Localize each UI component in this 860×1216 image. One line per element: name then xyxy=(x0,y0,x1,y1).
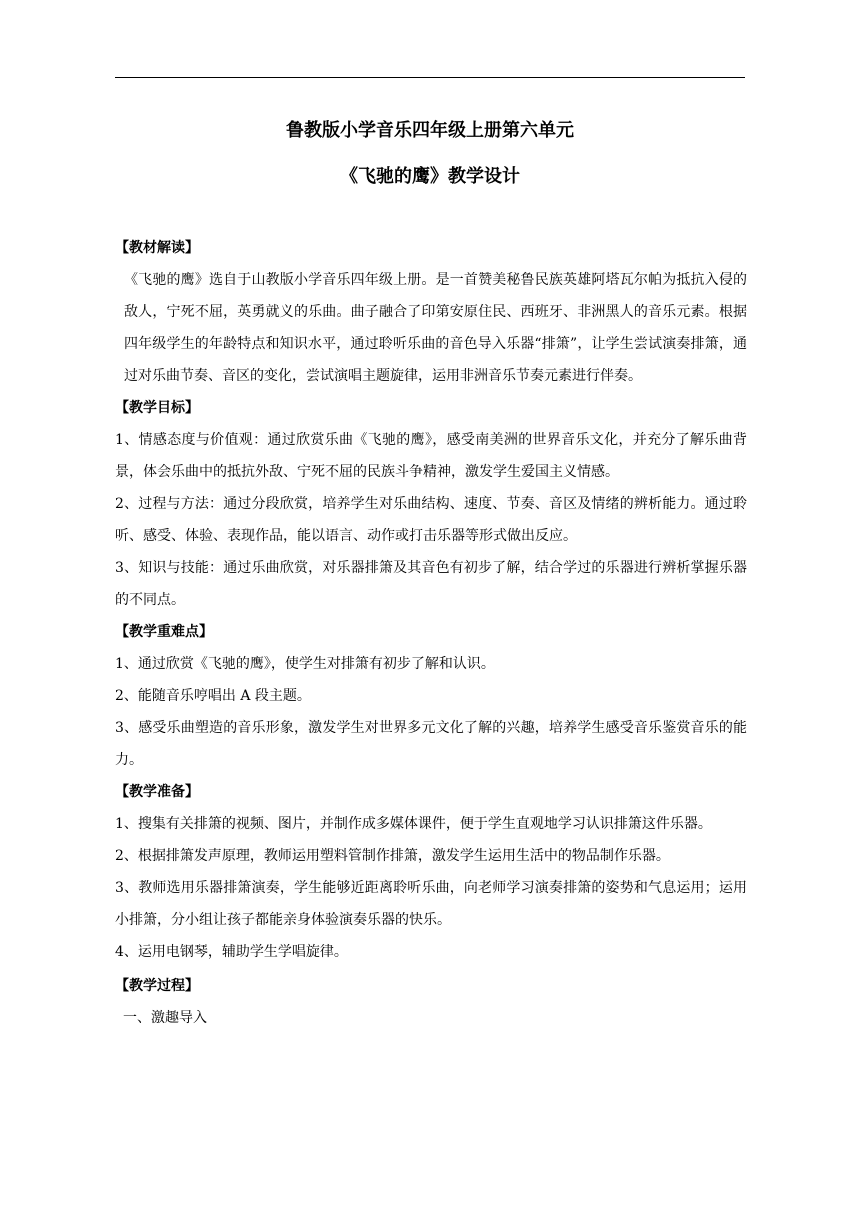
key-point-item-1: 1、通过欣赏《飞驰的鹰》，使学生对排箫有初步了解和认识。 xyxy=(115,656,495,672)
reading-paragraph: 《飞驰的鹰》选自于山教版小学音乐四年级上册。是一首赞美秘鲁民族英雄阿塔瓦尔帕为抵抗入侵的敌人，宁死不屈，英勇就义的乐曲。曲子融合了印第安原住民、西班牙、非洲黑人的音乐元素。根据四年级学生的年龄特点和知识水平，通过聆听乐曲的音色导入乐器“排箫”，让学生尝试演奏排箫，通过对乐曲节奏、音区的变化，尝试演唱主题旋律，运用非洲音乐节奏元素进行伴奏。 xyxy=(124,272,747,384)
preparation-item-4: 4、运用电钢琴，辅助学生学唱旋律。 xyxy=(115,944,348,960)
key-point-item-3: 3、感受乐曲塑造的音乐形象，激发学生对世界多元文化了解的兴趣，培养学生感受音乐鉴赏音乐的能力。 xyxy=(115,720,747,768)
preparation-item-1: 1、搜集有关排箫的视频、图片，并制作成多媒体课件，便于学生直观地学习认识排箫这件乐器。 xyxy=(115,816,712,832)
process-subheading: 一、激趣导入 xyxy=(123,1010,207,1026)
preparation-item-3: 3、教师选用乐器排箫演奏，学生能够近距离聆听乐曲，向老师学习演奏排箫的姿势和气息运用；运用小排箫，分小组让孩子都能亲身体验演奏乐器的快乐。 xyxy=(115,880,747,928)
goal-item-3: 3、知识与技能：通过乐曲欣赏，对乐器排箫及其音色有初步了解，结合学过的乐器进行辨析掌握乐器的不同点。 xyxy=(115,560,747,608)
key-point-item-2: 2、能随音乐哼唱出 A 段主题。 xyxy=(115,688,311,704)
preparation-item-2: 2、根据排箫发声原理，教师运用塑料管制作排箫，激发学生运用生活中的物品制作乐器。 xyxy=(115,848,670,864)
document-subtitle: 《飞驰的鹰》教学设计 xyxy=(340,166,520,187)
top-rule xyxy=(115,77,745,78)
section-heading-key-points: 【教学重难点】 xyxy=(115,624,213,640)
document-body xyxy=(115,232,747,1034)
goal-item-2: 2、过程与方法：通过分段欣赏，培养学生对乐曲结构、速度、节奏、音区及情绪的辨析能力。通过聆听、感受、体验、表现作品，能以语言、动作或打击乐器等形式做出反应。 xyxy=(115,496,747,544)
section-heading-reading: 【教材解读】 xyxy=(115,240,199,256)
section-heading-preparation: 【教学准备】 xyxy=(115,784,199,800)
section-heading-goals: 【教学目标】 xyxy=(115,400,199,416)
document-title: 鲁教版小学音乐四年级上册第六单元 xyxy=(286,120,574,141)
goal-item-1: 1、情感态度与价值观：通过欣赏乐曲《飞驰的鹰》，感受南美洲的世界音乐文化，并充分了解乐曲背景，体会乐曲中的抵抗外敌、宁死不屈的民族斗争精神，激发学生爱国主义情感。 xyxy=(115,432,747,480)
section-heading-process: 【教学过程】 xyxy=(115,978,199,994)
